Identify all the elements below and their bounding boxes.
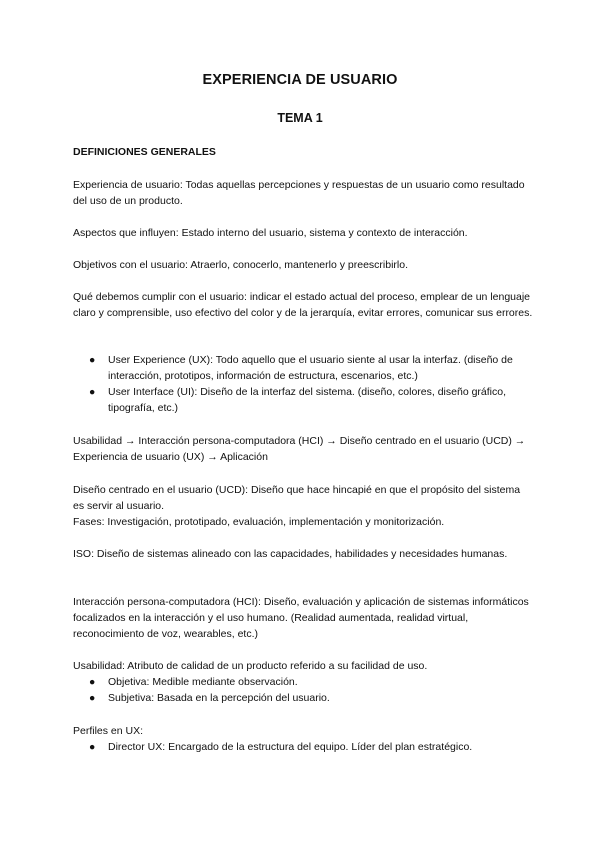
paragraph-fases: Fases: Investigación, prototipado, evaluación, implementación y monitorización. [73, 516, 445, 528]
paragraph-iso: ISO: Diseño de sistemas alineado con las capacidades, habilidades y necesidades humanas. [73, 548, 508, 560]
perfiles-bullet-list [73, 739, 533, 755]
list-item-text: Subjetiva: Basada en la percepción del usuario. [108, 692, 330, 704]
bullet-icon: ● [89, 676, 96, 688]
document-subtitle: TEMA 1 [277, 111, 323, 125]
paragraph-usabilidad-flow: Usabilidad → Interacción persona-computadora (HCI) → Diseño centrado en el usuario (UCD) → Experiencia de usuario (UX) → Aplicación [73, 435, 526, 463]
list-item-text: Director UX: Encargado de la estructura del equipo. Líder del plan estratégico. [108, 741, 473, 753]
paragraph-usabilidad-def: Usabilidad: Atributo de calidad de un producto referido a su facilidad de uso. [73, 660, 428, 672]
list-item [73, 674, 533, 690]
bullet-icon: ● [89, 386, 96, 398]
list-item-text: User Interface (UI): Diseño de la interfaz del sistema. (diseño, colores, diseño gráfico, tipografía, etc.) [108, 386, 507, 414]
paragraph-cumplir: Qué debemos cumplir con el usuario: indicar el estado actual del proceso, emplear de un lenguaje claro y comprensible, uso efectivo del color y de la jerarquía, evitar errores, comunicar sus errores. [73, 291, 533, 319]
paragraph-ucd: Diseño centrado en el usuario (UCD): Diseño que hace hincapié en que el propósito del sistema es servir al usuario. [73, 484, 521, 512]
paragraph-perfiles: Perfiles en UX: [73, 725, 144, 737]
paragraph-aspectos: Aspectos que influyen: Estado interno del usuario, sistema y contexto de interacción. [73, 227, 468, 239]
paragraph-hci: Interacción persona-computadora (HCI): Diseño, evaluación y aplicación de sistemas informáticos focalizados en la interacción y el uso humano. (Realidad aumentada, realidad virtual, reconocimiento de voz, wearables, etc.) [73, 596, 529, 640]
list-item [73, 690, 533, 706]
bullet-icon: ● [89, 354, 96, 366]
ux-ui-bullet-list [73, 352, 533, 416]
list-item-text: User Experience (UX): Todo aquello que el usuario siente al usar la interfaz. (diseño de interacción, prototipos, información de estructura, escenarios, etc.) [108, 354, 513, 382]
list-item [73, 352, 533, 384]
bullet-icon: ● [89, 741, 96, 753]
bullet-icon: ● [89, 692, 96, 704]
usabilidad-bullet-list [73, 674, 533, 706]
list-item [73, 739, 533, 755]
list-item-text: Objetiva: Medible mediante observación. [108, 676, 298, 688]
paragraph-objetivos: Objetivos con el usuario: Atraerlo, conocerlo, mantenerlo y preescribirlo. [73, 259, 408, 271]
section-heading: DEFINICIONES GENERALES [73, 146, 216, 158]
document-title: EXPERIENCIA DE USUARIO [202, 72, 398, 88]
list-item [73, 384, 533, 416]
paragraph-experiencia: Experiencia de usuario: Todas aquellas percepciones y respuestas de un usuario como resultado del uso de un producto. [73, 179, 525, 207]
